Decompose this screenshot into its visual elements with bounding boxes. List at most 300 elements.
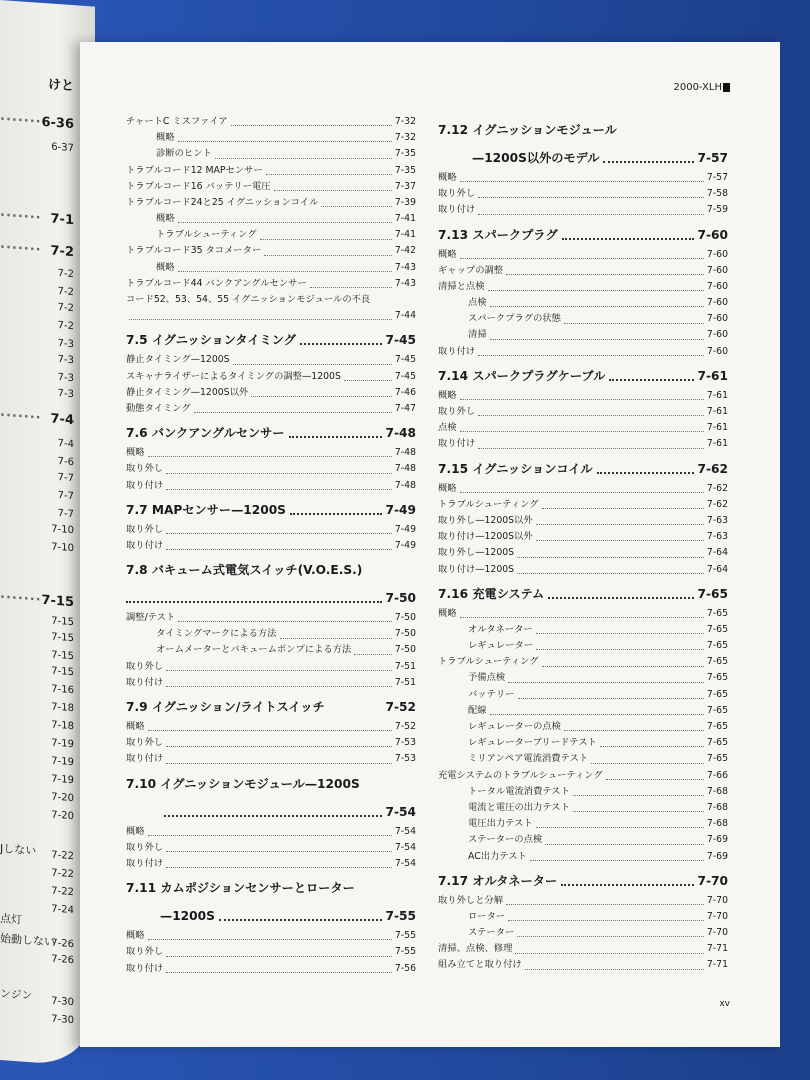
toc-page-number: 7-53 (394, 737, 416, 749)
leader-dots (280, 638, 392, 639)
left-page-number: 7-22 (51, 885, 74, 899)
toc-page-number: 7-63 (706, 514, 728, 526)
toc-page-number: 7-60 (706, 280, 728, 292)
toc-page-number: 7-63 (706, 531, 728, 543)
toc-title: オームメーターとバキュームポンプによる方法 (156, 644, 352, 656)
toc-page-number: 7-51 (394, 676, 416, 688)
toc-page-number: 7-45 (394, 354, 416, 366)
toc-page-number: 7-62 (706, 498, 728, 510)
leader-dots (490, 306, 704, 307)
left-page-number: 7-19 (51, 773, 74, 787)
leader-dots (460, 181, 704, 182)
toc-section (126, 328, 416, 352)
leader-dots (490, 339, 704, 340)
left-page-number: 7-2 (57, 320, 74, 333)
toc-column-left (126, 114, 416, 977)
leader-dots (129, 319, 392, 320)
toc-entry (438, 784, 728, 800)
toc-page-number: 7-43 (394, 277, 416, 289)
toc-entry (438, 513, 728, 529)
toc-entry (438, 703, 728, 719)
leader-dots (166, 972, 392, 973)
toc-entry (126, 840, 416, 856)
toc-title: 清掃、点検、修理 (438, 943, 513, 955)
leader-dots (148, 456, 392, 457)
leader-dots (530, 860, 704, 861)
toc-entry (438, 849, 728, 865)
toc-page-number: 7-69 (706, 834, 728, 846)
toc-page-number: 7-45 (394, 370, 416, 382)
toc-entry (438, 606, 728, 622)
toc-entry (438, 958, 728, 974)
left-page-number: 7-16 (51, 683, 74, 697)
toc-entry (438, 529, 728, 545)
leader-dots (597, 472, 694, 474)
toc-entry (126, 179, 416, 195)
toc-title: 充電システムのトラブルシューティング (438, 769, 603, 781)
toc-entry (126, 227, 416, 243)
toc-title: 取り外し—1200S (438, 547, 515, 559)
toc-title: 取り付け (126, 539, 164, 551)
toc-title: AC出力テスト (468, 850, 527, 862)
left-page-number: 7-15 (41, 592, 74, 611)
left-page-number: 7-4 (50, 411, 74, 429)
toc-title: 電流と電圧の出力テスト (468, 801, 570, 813)
leader-dots (517, 573, 704, 574)
leader-dots (591, 763, 704, 764)
leader-dots (354, 654, 392, 655)
toc-page-number: 7-68 (706, 801, 728, 813)
toc-page-number: 7-65 (706, 704, 728, 716)
toc-entry (438, 925, 728, 941)
toc-title: 電圧出力テスト (468, 818, 533, 830)
toc-page-number: 7-60 (706, 329, 728, 341)
toc-title: トラブルコード24と25 イグニッションコイル (126, 196, 319, 208)
left-page-entry (0, 350, 80, 367)
toc-entry (438, 638, 728, 654)
toc-entry (438, 751, 728, 767)
leader-dots (266, 174, 392, 175)
leader-dots (251, 396, 392, 397)
leader-dots (518, 698, 704, 699)
toc-entry (438, 436, 728, 452)
toc-page-number: 7-48 (394, 447, 416, 459)
toc-entry (438, 671, 728, 687)
leader-dots (260, 239, 392, 240)
toc-title: 取り付け (126, 753, 164, 765)
toc-entry (126, 244, 416, 260)
toc-title: 取り付け—1200S (438, 563, 515, 575)
toc-page-number: 7-60 (706, 345, 728, 357)
toc-title: 概略 (438, 482, 457, 494)
toc-title: ステーター (468, 927, 515, 939)
toc-title: トラブルコード12 MAPセンサー (126, 164, 263, 176)
toc-page-number: 7-32 (394, 132, 416, 144)
toc-title: レギュレーター (468, 640, 534, 652)
left-page-number: 7-15 (51, 665, 74, 679)
leader-dots (606, 779, 704, 780)
toc-title: 7.10 イグニッションモジュール—1200S (126, 776, 360, 791)
toc-title: 取り付け (126, 962, 164, 974)
left-page-number: 7-6 (57, 456, 74, 469)
toc-title: 取り外しと分解 (438, 894, 504, 906)
toc-section (126, 498, 416, 522)
left-page-entry (0, 628, 80, 645)
toc-section (438, 457, 728, 481)
leader-dots: ······· (0, 240, 42, 258)
left-page-entry (0, 384, 80, 401)
toc-page-number: 7-69 (706, 850, 728, 862)
toc-page-number: 7-48 (394, 463, 416, 475)
toc-title: 7.5 イグニッションタイミング (126, 333, 296, 348)
leader-dots (344, 380, 392, 381)
toc-page-number: 7-54 (394, 857, 416, 869)
left-page-entry (0, 538, 80, 555)
toc-entry (438, 170, 728, 186)
left-page-entry (0, 646, 80, 663)
toc-entry (438, 719, 728, 735)
toc-entry (438, 768, 728, 784)
leader-dots (515, 953, 704, 954)
toc-title: 取り付け (438, 438, 476, 450)
toc-title: 取り外し—1200S以外 (438, 514, 533, 526)
toc-entry (438, 311, 728, 327)
toc-title: スパークプラグの状態 (468, 313, 561, 325)
toc-page-number: 7-50 (394, 628, 416, 640)
toc-page-number: 7-49 (394, 523, 416, 535)
left-page-entry (0, 734, 80, 751)
toc-title: 静止タイミング—1200S以外 (126, 386, 249, 398)
toc-entry (126, 856, 416, 872)
toc-page-number: 7-42 (394, 245, 416, 257)
page-header (673, 82, 730, 93)
leader-dots (478, 214, 704, 215)
toc-page-number: 7-65 (706, 721, 728, 733)
left-page-entry (0, 788, 80, 805)
left-page-entry (0, 334, 80, 351)
left-page-fragment: 点灯 (0, 912, 22, 927)
leader-dots (460, 492, 704, 493)
toc-section (438, 118, 728, 142)
left-page-entry (0, 282, 80, 299)
leader-dots (564, 730, 704, 731)
toc-entry (126, 659, 416, 675)
toc-page-number: 7-55 (394, 946, 416, 958)
toc-entry (438, 263, 728, 279)
leader-dots (573, 795, 704, 796)
toc-section (126, 558, 416, 582)
toc-page-number: 7-60 (706, 297, 728, 309)
toc-title: 取り付け—1200S以外 (438, 531, 533, 543)
toc-entry (438, 186, 728, 202)
toc-entry (126, 260, 416, 276)
toc-title: 概略 (156, 132, 175, 144)
toc-entry (438, 909, 728, 925)
leader-dots (233, 364, 392, 365)
leader-dots (166, 473, 392, 474)
toc-entry (438, 328, 728, 344)
leader-dots (178, 222, 392, 223)
left-page-number: 7-4 (57, 438, 74, 451)
toc-entry (126, 195, 416, 211)
left-page-entry (0, 590, 80, 611)
toc-column-right (438, 114, 728, 974)
left-page-number: 7-3 (57, 354, 74, 367)
toc-page-number: 7-44 (394, 310, 416, 322)
toc-title: 静止タイミング—1200S (126, 354, 230, 366)
leader-dots (219, 919, 382, 921)
left-page-entry (0, 240, 80, 261)
toc-page-number: 7-46 (394, 386, 416, 398)
toc-title: 取り付け (438, 204, 476, 216)
toc-page-number: 7-54 (394, 825, 416, 837)
toc-title: 取り外し (126, 523, 164, 535)
toc-title: 取り付け (438, 345, 476, 357)
toc-title: 概略 (438, 248, 457, 260)
leader-dots (478, 355, 704, 356)
toc-page-number: 7-60 (706, 248, 728, 260)
leader-dots (478, 415, 704, 416)
toc-title: 7.12 イグニッションモジュール (438, 123, 617, 137)
toc-section (438, 582, 728, 606)
toc-title: ステーターの点検 (468, 834, 543, 846)
toc-page-number: 7-41 (394, 229, 416, 241)
toc-page-number: 7-71 (706, 943, 728, 955)
toc-page-number: 7-61 (697, 368, 728, 383)
toc-title: 調整/テスト (126, 612, 176, 624)
leader-dots (536, 633, 704, 634)
toc-title: オルタネーター (468, 623, 533, 635)
left-page-number: 7-3 (57, 388, 74, 401)
toc-section (126, 695, 416, 719)
left-page-entry (0, 316, 80, 333)
leader-dots (300, 343, 382, 345)
toc-entry (438, 832, 728, 848)
toc-entry (126, 211, 416, 227)
toc-title: 点検 (438, 422, 457, 434)
leader-dots: ······· (0, 208, 42, 226)
toc-section (126, 772, 416, 796)
leader-dots (166, 956, 392, 957)
leader-dots (573, 811, 704, 812)
left-page-entry (0, 864, 80, 881)
toc-entry (126, 643, 416, 659)
toc-section (126, 904, 416, 928)
toc-page-number: 7-65 (706, 737, 728, 749)
toc-page-number: 7-52 (394, 721, 416, 733)
toc-section (126, 421, 416, 445)
toc-section (438, 223, 728, 247)
toc-title: トラブルコード35 タコメーター (126, 245, 262, 257)
toc-page-number: 7-70 (706, 927, 728, 939)
leader-dots (562, 238, 694, 240)
toc-entry (438, 941, 728, 957)
left-page-number: 7-1 (50, 211, 74, 229)
leader-dots (178, 621, 392, 622)
toc-page-number: 7-65 (706, 623, 728, 635)
leader-dots (166, 867, 392, 868)
toc-section (438, 364, 728, 388)
leader-dots (166, 549, 392, 550)
toc-entry (126, 114, 416, 130)
left-page-entry (0, 680, 80, 697)
toc-title: 概略 (156, 261, 175, 273)
toc-entry (438, 202, 728, 218)
toc-title: 取り付け (126, 676, 164, 688)
left-page-entry (0, 138, 80, 155)
toc-entry (438, 497, 728, 513)
left-page-entry (0, 368, 80, 385)
leader-dots (148, 730, 392, 731)
left-page-entry (0, 612, 80, 629)
left-page-number: 7-20 (51, 809, 74, 823)
left-page-entry (0, 208, 80, 229)
toc-page-number: 7-50 (385, 591, 416, 606)
toc-entry (438, 388, 728, 404)
leader-dots: ······· (0, 112, 42, 130)
toc-title: 点検 (468, 297, 487, 309)
toc-page-number: 7-70 (697, 873, 728, 888)
left-page-entry (0, 452, 80, 469)
leader-dots (542, 508, 704, 509)
toc-page-number: 7-65 (706, 656, 728, 668)
leader-dots (564, 323, 704, 324)
toc-page-number: 7-49 (394, 539, 416, 551)
toc-entry (126, 352, 416, 368)
toc-page-number: 7-66 (706, 769, 728, 781)
toc-page-number: 7-61 (706, 406, 728, 418)
toc-entry (126, 445, 416, 461)
toc-title: トラブルシューティング (438, 498, 539, 510)
toc-section (126, 800, 416, 824)
toc-title: 取り外し (126, 737, 164, 749)
toc-title: バッテリー (468, 688, 515, 700)
toc-title: 7.7 MAPセンサー—1200S (126, 502, 286, 517)
left-page-number: 7-24 (51, 903, 74, 917)
toc-title: スキャナライザーによるタイミングの調整—1200S (126, 370, 341, 382)
toc-title: トラブルシューティング (438, 656, 539, 668)
toc-title: 配線 (468, 704, 487, 716)
toc-entry (126, 626, 416, 642)
toc-entry (438, 654, 728, 670)
toc-title: 取り外し (126, 660, 164, 672)
left-page-number: 7-18 (51, 719, 74, 733)
leader-dots: ······· (0, 590, 42, 608)
toc-page-number: 7-70 (706, 894, 728, 906)
toc-entry (438, 481, 728, 497)
leader-dots (215, 158, 392, 159)
header-label: 2000-XLH (673, 82, 722, 93)
toc-title: 取り付け (126, 857, 164, 869)
left-page-number: 6-37 (51, 141, 74, 155)
toc-page-number: 7-62 (706, 482, 728, 494)
toc-title: 7.16 充電システム (438, 586, 545, 601)
toc-entry (126, 461, 416, 477)
toc-title: 7.13 スパークプラグ (438, 227, 558, 242)
toc-title: 予備点検 (468, 672, 506, 684)
toc-entry (438, 295, 728, 311)
left-page-number: 7-7 (57, 490, 74, 503)
toc-page-number: 7-47 (394, 402, 416, 414)
toc-page-number: 7-70 (706, 910, 728, 922)
left-page-entry (0, 486, 80, 503)
leader-dots (194, 412, 392, 413)
leader-dots (274, 190, 392, 191)
leader-dots (542, 666, 704, 667)
leader-dots (536, 540, 704, 541)
toc-title: 概略 (126, 447, 145, 459)
leader-dots (289, 436, 382, 438)
left-page-entry (0, 264, 80, 281)
toc-title: ミリアンペア電流消費テスト (468, 753, 589, 765)
toc-title: 清掃と点検 (438, 280, 485, 292)
leader-dots (506, 904, 704, 905)
toc-title: 動態タイミング (126, 402, 191, 414)
toc-page-number: 7-61 (706, 438, 728, 450)
toc-title: 7.17 オルタネーター (438, 873, 558, 888)
left-page-number: 7-19 (51, 755, 74, 769)
left-page-number: 7-26 (51, 937, 74, 951)
toc-page-number: 7-41 (394, 213, 416, 225)
toc-entry (438, 545, 728, 561)
leader-dots (310, 287, 392, 288)
toc-title: 概略 (438, 171, 457, 183)
toc-page-number: 7-59 (706, 204, 728, 216)
left-page-number: 7-3 (57, 372, 74, 385)
left-page-entry (0, 752, 80, 769)
toc-page-number: 7-49 (385, 502, 416, 517)
toc-entry (438, 800, 728, 816)
left-page-entry (0, 112, 80, 133)
left-page-number: 6-36 (41, 114, 74, 133)
toc-title: レギュレーターブリードテスト (468, 737, 597, 749)
toc-entry (126, 522, 416, 538)
leader-dots (536, 827, 704, 828)
toc-page-number: 7-60 (697, 227, 728, 242)
leader-dots (264, 255, 392, 256)
toc-page-number: 7-39 (394, 196, 416, 208)
toc-entry (126, 719, 416, 735)
leader-dots (536, 524, 704, 525)
toc-page-number: 7-55 (385, 909, 416, 924)
toc-page-number: 7-61 (706, 422, 728, 434)
toc-page-number: 7-64 (706, 563, 728, 575)
toc-entry (126, 675, 416, 691)
left-page-number: 7-22 (51, 867, 74, 881)
toc-entry (126, 276, 416, 292)
toc-page (80, 42, 780, 1047)
left-page-number: 7-19 (51, 737, 74, 751)
toc-title: 清掃 (468, 329, 487, 341)
toc-section (438, 869, 728, 893)
left-page-entry (0, 716, 80, 733)
toc-entry (126, 292, 416, 308)
toc-page-number: 7-51 (394, 660, 416, 672)
toc-entry (126, 944, 416, 960)
left-page-entry (0, 298, 80, 315)
toc-title: 7.15 イグニッションコイル (438, 461, 593, 476)
leader-dots (231, 125, 392, 126)
leader-dots (561, 884, 693, 886)
leader-dots (545, 844, 704, 845)
toc-page-number: 7-65 (706, 607, 728, 619)
toc-entry (438, 735, 728, 751)
toc-title: 診断のヒント (156, 148, 212, 160)
leader-dots (525, 969, 704, 970)
toc-page-number: 7-55 (394, 930, 416, 942)
toc-entry (126, 928, 416, 944)
toc-title: —1200S以外のモデル (472, 151, 600, 165)
